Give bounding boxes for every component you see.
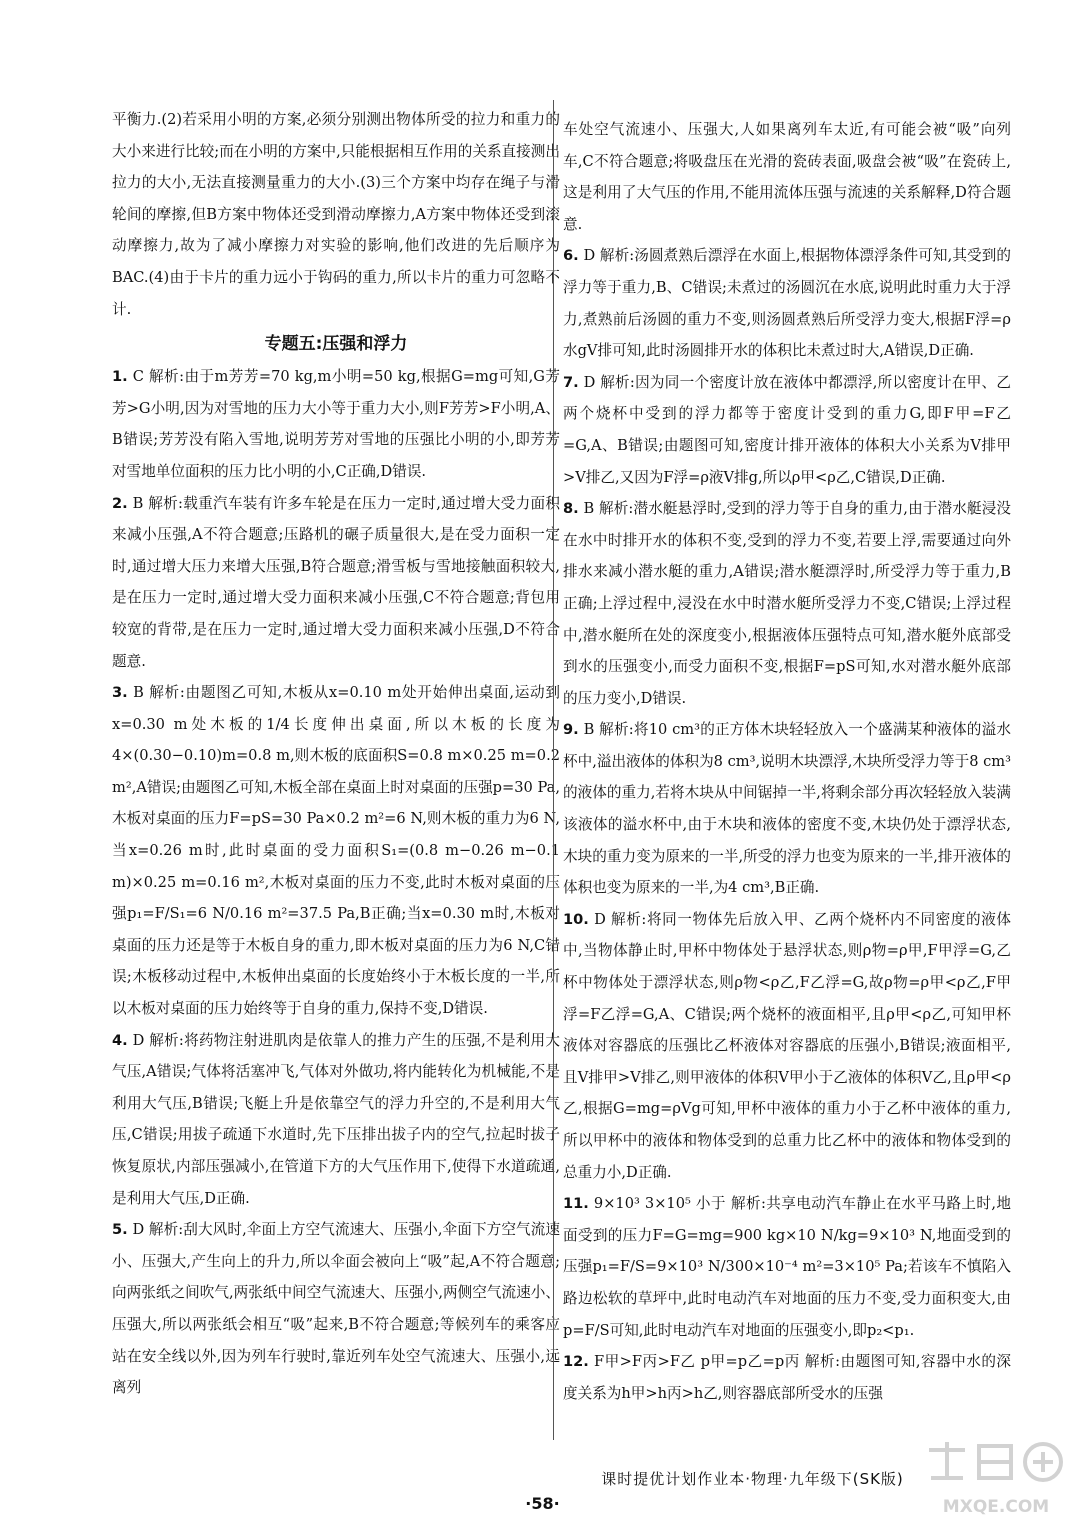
answer-item [112, 361, 560, 487]
intro-paragraph: 平衡力.(2)若采用小明的方案,必须分别测出物体所受的拉力和重力的大小来进行比较;而在小明的方案中,只能根据相互作用的关系直接测出拉力的大小,无法直接测量重力的大小.(3)三个方案中均存在绳子与滑轮间的摩擦,但B方案中物体还受到滑动摩擦力,A方案中物体还受到滚动摩擦力,故为了减小摩擦力对实验的影响,他们改进的先后顺序为BAC.(4)由于卡片的重力远小于钩码的重力,所以卡片的重力可忽略不计. [112, 111, 560, 318]
answer-text: B 解析:将10 cm³的正方体木块轻轻放入一个盛满某种液体的溢水杯中,溢出液体的体积为8 cm³,说明木块漂浮,木块所受浮力等于8 cm³的液体的重力,若将木块从中间锯掉一半,将剩余部分再次轻轻放入装满该液体的溢水杯中,由于木块和液体的密度不变,木块仍处于漂浮状态,木块的重力变为原来的一半,所受的浮力也变为原来的一半,排开液体的体积也变为原来的一半,为4 cm³,B正确. [563, 721, 1011, 897]
answer-item [563, 1188, 1011, 1346]
answer-number: 11. [563, 1195, 589, 1213]
answer-number: 10. [563, 910, 589, 928]
answer-item [112, 677, 560, 1025]
answer-text: D 解析:因为同一个密度计放在液体中都漂浮,所以密度计在甲、乙两个烧杯中受到的浮力都等于密度计受到的重力G,即F甲=F乙=G,A、B错误;由题图可知,密度计排开液体的体积大小关系为V排甲>V排乙,又因为F浮=ρ液V排g,所以ρ甲<ρ乙,C错误,D正确. [563, 373, 1011, 486]
right-column [563, 114, 1011, 1444]
svg-text:MXQE.COM: MXQE.COM [942, 1497, 1050, 1517]
answer-text: D 解析:汤圆煮熟后漂浮在水面上,根据物体漂浮条件可知,其受到的浮力等于重力,B、C错误;未煮过的汤圆沉在水底,说明此时重力大于浮力,煮熟前后汤圆的重力不变,则汤圆煮熟后所受浮力变大,根据F浮=ρ水gV排可知,此时汤圆排开水的体积比未煮过时大,A错误,D正确. [563, 247, 1011, 360]
answer-number: 1. [112, 368, 128, 386]
footer-book-title: 课时提优计划作业本·物理·九年级下(SK版) [601, 1470, 904, 1488]
answer-number: 6. [563, 247, 579, 265]
answer-number: 2. [112, 494, 128, 512]
answer-text: B 解析:潜水艇悬浮时,受到的浮力等于自身的重力,由于潜水艇浸没在水中时排开水的体积不变,受到的浮力不变,若要上浮,需要通过向外排水来减小潜水艇的重力,A错误;潜水艇漂浮时,所受浮力等于重力,B正确;上浮过程中,浸没在水中时潜水艇所受浮力不变,C错误;上浮过程中,潜水艇所在处的深度变小,根据液体压强特点可知,潜水艇外底部受到水的压强变小,而受力面积不变,根据F=pS可知,水对潜水艇外底部的压力变小,D错误. [563, 500, 1011, 707]
left-column [112, 104, 560, 1434]
answer-number: 9. [563, 721, 579, 739]
answer-number: 3. [112, 684, 128, 702]
watermark-logo [921, 1438, 1071, 1522]
answer-item [112, 1214, 560, 1404]
answer-number: 8. [563, 500, 579, 518]
answer-item [563, 240, 1011, 366]
answer-item [563, 904, 1011, 1188]
answer-text: 9×10³ 3×10⁵ 小于 解析:共享电动汽车静止在水平马路上时,地面受到的压力F=G=mg=900 kg×10 N/kg=9×10³ N,地面受到的压强p₁=F/S=9×10³ N/300×10⁻⁴ m²=3×10⁵ Pa;若该车不慎陷入路边松软的草坪中,此时电动汽车对地面的压力不变,受力面积变大,由p=F/S可知,此时电动汽车对地面的压强变小,即p₂<p₁. [563, 1195, 1011, 1339]
answer-text: B 解析:由题图乙可知,木板从x=0.10 m处开始伸出桌面,运动到x=0.30 m处木板的1/4长度伸出桌面,所以木板的长度为4×(0.30−0.10)m=0.8 m,则木板的底面积S=0.8 m×0.25 m=0.2 m²,A错误;由题图乙可知,木板全部在桌面上时对桌面的压强p=30 Pa,木板对桌面的压力F=pS=30 Pa×0.2 m²=6 N,则木板的重力为6 N,当x=0.26 m时,此时桌面的受力面积S₁=(0.8 m−0.26 m−0.1 m)×0.25 m=0.16 m²,木板对桌面的压力不变,此时木板对桌面的压强p₁=F/S₁=6 N/0.16 m²=37.5 Pa,B正确;当x=0.30 m时,木板对桌面的压力还是等于木板自身的重力,即木板对桌面的压力为6 N,C错误;木板移动过程中,木板伸出桌面的长度始终小于木板长度的一半,所以木板对桌面的压力始终等于自身的重力,保持不变,D错误. [112, 684, 560, 1018]
answer-number: 5. [112, 1221, 128, 1239]
answer-item [112, 1025, 560, 1215]
answer-item [112, 488, 560, 678]
answer-number: 12. [563, 1353, 589, 1371]
answer-item [563, 367, 1011, 493]
answer-item [563, 493, 1011, 714]
answer-item [563, 1346, 1011, 1409]
answer-text: B 解析:载重汽车装有许多车轮是在压力一定时,通过增大受力面积来减小压强,A不符合题意;压路机的碾子质量很大,是在受力面积一定时,通过增大压力来增大压强,B符合题意;滑雪板与雪地接触面积较大,是在压力一定时,通过增大受力面积来减小压强,C不符合题意;背包用较宽的背带,是在压力一定时,通过增大受力面积来减小压强,D不符合题意. [112, 494, 560, 670]
answer-item [563, 714, 1011, 904]
answer-text: D 解析:将同一物体先后放入甲、乙两个烧杯内不同密度的液体中,当物体静止时,甲杯中物体处于悬浮状态,则ρ物=ρ甲,F甲浮=G,乙杯中物体处于漂浮状态,则ρ物<ρ乙,F乙浮=G,故ρ物=ρ甲<ρ乙,F甲浮=F乙浮=G,A、C错误;两个烧杯的液面相平,且ρ甲<ρ乙,可知甲杯液体对容器底的压强比乙杯液体对容器底的压强小,B错误;液面相平,且V排甲>V排乙,则甲液体的体积V甲小于乙液体的体积V乙,且ρ甲<ρ乙,根据G=mg=ρVg可知,甲杯中液体的重力小于乙杯中液体的重力,所以甲杯中的液体和物体受到的总重力比乙杯中的液体和物体受到的总重力小,D正确. [563, 910, 1011, 1181]
answer-text: F甲>F丙>F乙 p甲=p乙=p丙 解析:由题图可知,容器中水的深度关系为h甲>h丙>h乙,则容器底部所受水的压强 [563, 1353, 1011, 1402]
answer-number: 7. [563, 373, 579, 391]
answer-number: 4. [112, 1031, 128, 1049]
column-divider [553, 100, 554, 1440]
section-title: 专题五:压强和浮力 [264, 334, 408, 355]
answer-text: D 解析:刮大风时,伞面上方空气流速大、压强小,伞面下方空气流速小、压强大,产生向上的升力,所以伞面会被向上“吸”起,A不符合题意;向两张纸之间吹气,两张纸中间空气流速大、压强小,两侧空气流速小、压强大,所以两张纸会相互“吸”起来,B不符合题意;等候列车的乘客应站在安全线以外,因为列车行驶时,靠近列车处空气流速大、压强小,远离列 [112, 1221, 560, 1397]
page-number: ·58· [525, 1494, 560, 1513]
answer-text: C 解析:由于m芳芳=70 kg,m小明=50 kg,根据G=mg可知,G芳芳>G小明,因为对雪地的压力大小等于重力大小,则F芳芳>F小明,A、B错误;芳芳没有陷入雪地,说明芳芳对雪地的压强比小明的小,即芳芳对雪地单位面积的压力比小明的小,C正确,D错误. [112, 368, 560, 480]
continuation-paragraph: 车处空气流速小、压强大,人如果离列车太近,有可能会被“吸”向列车,C不符合题意;将吸盘压在光滑的瓷砖表面,吸盘会被“吸”在瓷砖上,这是利用了大气压的作用,不能用流体压强与流速的关系解释,D符合题意. [563, 121, 1011, 233]
answer-text: D 解析:将药物注射进肌肉是依靠人的推力产生的压强,不是利用大气压,A错误;气体将活塞冲飞,气体对外做功,将内能转化为机械能,不是利用大气压,B错误;飞艇上升是依靠空气的浮力升空的,不是利用大气压,C错误;用拔子疏通下水道时,先下压排出拔子内的空气,拉起时拔子恢复原状,内部压强减小,在管道下方的大气压作用下,使得下水道疏通,是利用大气压,D正确. [112, 1031, 560, 1207]
